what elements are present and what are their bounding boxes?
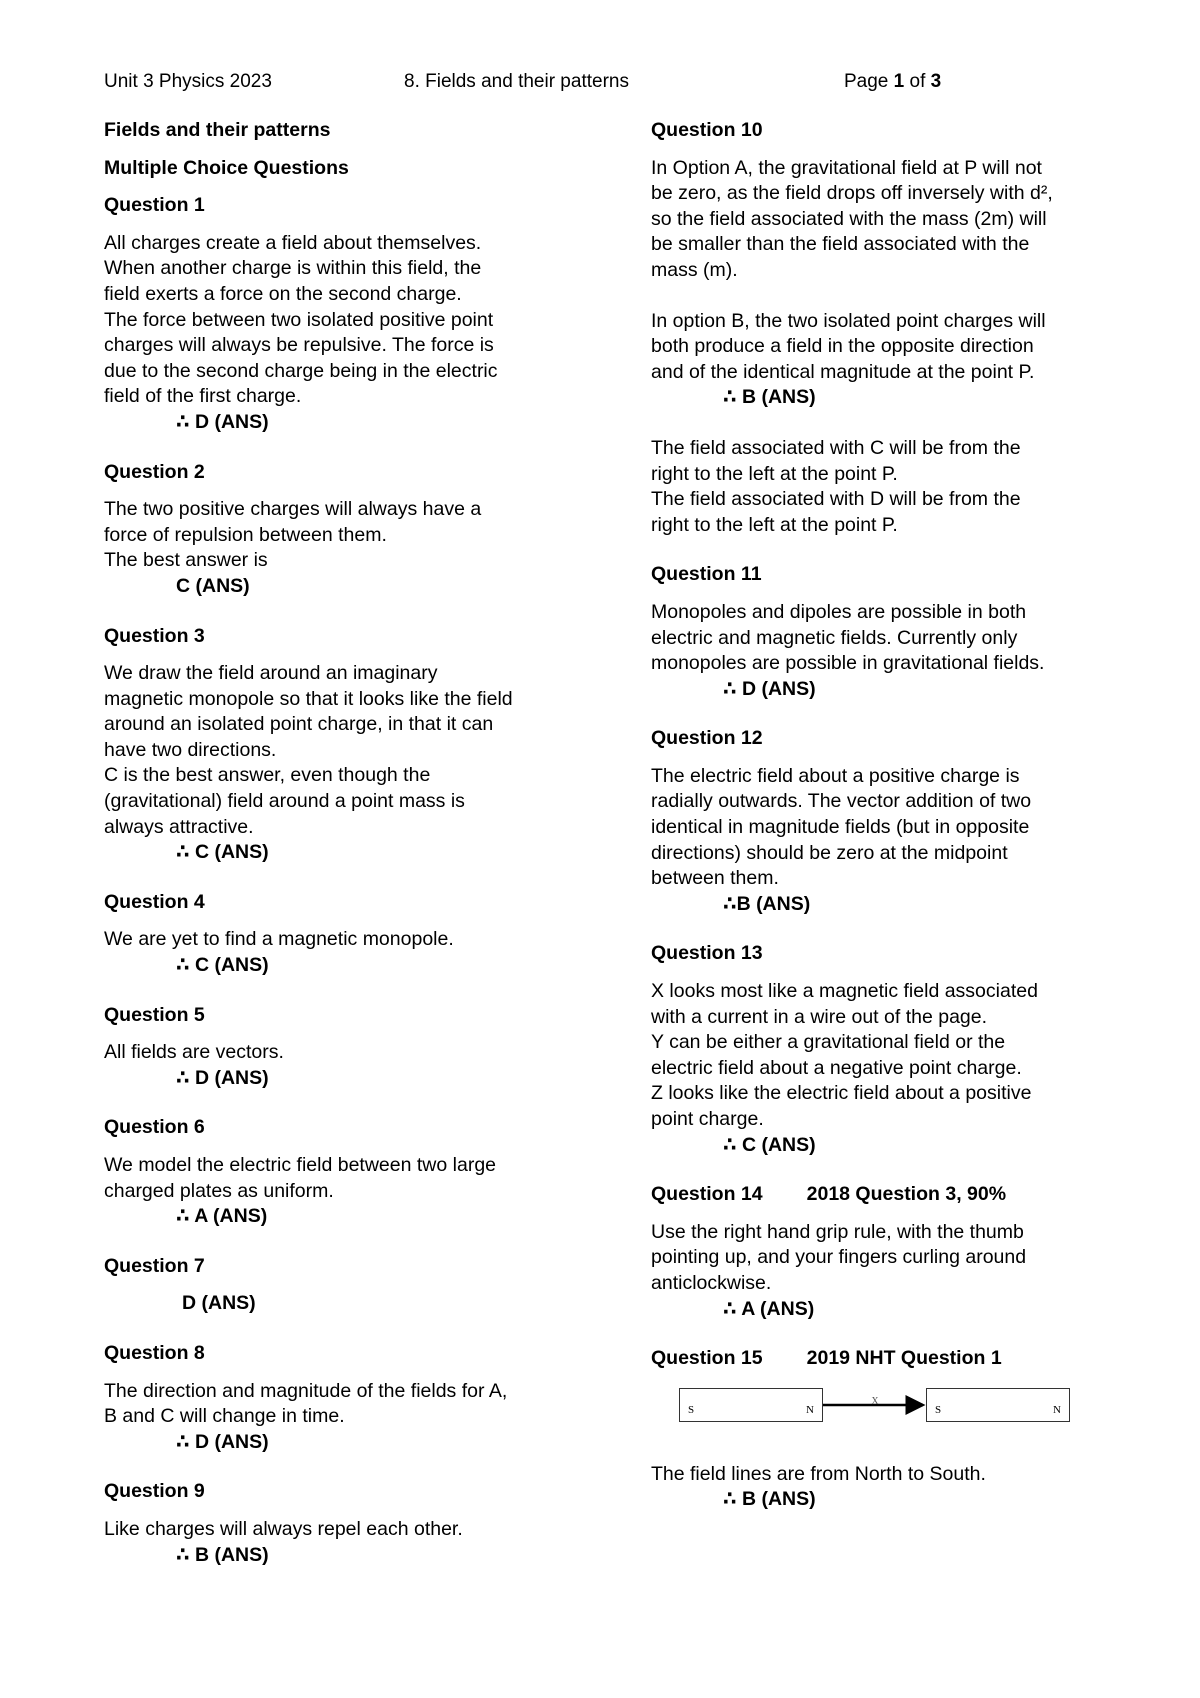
- question-4: [104, 890, 584, 979]
- field-arrow: [823, 1384, 927, 1428]
- text-line: charges will always be repulsive. The force is: [104, 334, 494, 357]
- text-line: All charges create a field about themselves.: [104, 231, 482, 254]
- question-14: [651, 1182, 1131, 1322]
- text-line: Like charges will always repel each other.: [104, 1517, 463, 1540]
- question-5: [104, 1003, 584, 1092]
- text-line: The force between two isolated positive point: [104, 308, 494, 331]
- text-line: magnetic monopole so that it looks like the field: [104, 687, 513, 710]
- bar-magnet-right: [926, 1388, 1070, 1422]
- text-line: radially outwards. The vector addition of two: [651, 790, 1032, 813]
- question-13: [651, 941, 1131, 1158]
- question-number: Question 15: [651, 1347, 763, 1370]
- answer-explanation: [104, 1517, 584, 1543]
- text-line: When another charge is within this field, the: [104, 257, 482, 280]
- text-line: B and C will change in time.: [104, 1405, 345, 1428]
- answer-explanation: [104, 1040, 584, 1066]
- text-line: around an isolated point charge, in that it can: [104, 713, 494, 736]
- question-heading: Question 8: [104, 1341, 205, 1364]
- bar-magnets-figure: [679, 1384, 1079, 1428]
- text-line: The best answer is: [104, 549, 268, 572]
- page-of: of: [904, 71, 931, 92]
- pole-label: N: [1053, 1403, 1061, 1416]
- text-line: be zero, as the field drops off inversely with d²,: [651, 182, 1053, 205]
- header-course: Unit 3 Physics 2023: [104, 71, 272, 92]
- text-line: The field lines are from North to South.: [651, 1462, 986, 1485]
- text-line: The field associated with D will be from the: [651, 488, 1021, 511]
- header-page-number: [844, 71, 941, 93]
- question-number: Question 14: [651, 1183, 763, 1206]
- question-heading: Question 6: [104, 1116, 205, 1139]
- answer-label: ∴ D (ANS): [176, 1430, 269, 1453]
- text-line: with a current in a wire out of the page.: [651, 1005, 988, 1028]
- question-heading: Question 7: [104, 1254, 205, 1277]
- text-line: We draw the field around an imaginary: [104, 662, 438, 685]
- answer-explanation: [104, 1379, 584, 1430]
- document-title: Fields and their patterns: [104, 119, 331, 141]
- answer-explanation: [104, 661, 584, 840]
- question-heading: [651, 1182, 1131, 1208]
- answer-label: ∴ B (ANS): [723, 1488, 816, 1511]
- text-line: The field associated with C will be from the: [651, 436, 1021, 459]
- question-heading: Question 10: [651, 119, 763, 141]
- text-line: All fields are vectors.: [104, 1041, 284, 1064]
- text-line: Monopoles and dipoles are possible in both: [651, 600, 1027, 623]
- text-line: The two positive charges will always have a: [104, 498, 482, 521]
- right-column: [651, 118, 1131, 1537]
- question-11: [651, 562, 1131, 702]
- text-line: force of repulsion between them.: [104, 523, 387, 546]
- question-heading: Question 3: [104, 624, 205, 647]
- text-line: have two directions.: [104, 738, 277, 761]
- text-line: The electric field about a positive charge is: [651, 764, 1020, 787]
- question-1: [104, 193, 584, 435]
- question-6: [104, 1115, 584, 1229]
- question-8: [104, 1341, 584, 1455]
- text-line: charged plates as uniform.: [104, 1179, 334, 1202]
- answer-label: ∴ D (ANS): [723, 677, 816, 700]
- answer-label: ∴ C (ANS): [176, 841, 269, 864]
- answer-label: ∴ A (ANS): [176, 1205, 268, 1228]
- question-reference: 2018 Question 3, 90%: [806, 1183, 1007, 1206]
- text-line: monopoles are possible in gravitational fields.: [651, 652, 1045, 675]
- answer-label: ∴ A (ANS): [723, 1297, 815, 1320]
- text-line: In option B, the two isolated point charges will: [651, 309, 1046, 332]
- text-line: be smaller than the field associated with the: [651, 233, 1030, 256]
- answer-explanation: [651, 1462, 1131, 1488]
- text-line: field of the first charge.: [104, 385, 302, 408]
- answer-label: ∴ B (ANS): [723, 386, 816, 409]
- answer-label: ∴ B (ANS): [176, 1543, 269, 1566]
- question-heading: Question 2: [104, 460, 205, 483]
- answer-label: ∴B (ANS): [723, 892, 811, 915]
- answer-explanation: [104, 231, 584, 410]
- answer-explanation: [651, 436, 1131, 538]
- question-9: [104, 1479, 584, 1568]
- text-line: electric field about a negative point charge.: [651, 1056, 1022, 1079]
- header-topic: 8. Fields and their patterns: [404, 71, 629, 92]
- answer-explanation: [104, 497, 584, 574]
- bar-magnet-left: [679, 1388, 823, 1422]
- text-line: X looks most like a magnetic field associated: [651, 980, 1038, 1003]
- text-line: We are yet to find a magnetic monopole.: [104, 928, 454, 951]
- text-line: always attractive.: [104, 815, 254, 838]
- page-total: 3: [930, 71, 942, 92]
- question-heading: Question 11: [651, 563, 762, 586]
- question-12: [651, 726, 1131, 917]
- answer-explanation: [651, 1220, 1131, 1297]
- answer-explanation: [651, 764, 1131, 892]
- pole-label: N: [806, 1403, 814, 1416]
- text-line: right to the left at the point P.: [651, 462, 898, 485]
- question-10: [651, 118, 1131, 538]
- text-line: point charge.: [651, 1108, 764, 1130]
- text-line: We model the electric field between two large: [104, 1154, 497, 1176]
- answer-explanation: [651, 979, 1131, 1133]
- question-heading: Question 13: [651, 942, 763, 965]
- text-line: mass (m).: [651, 258, 738, 281]
- answer-explanation: [651, 600, 1131, 677]
- answer-explanation: [651, 156, 1131, 284]
- text-line: between them.: [651, 867, 779, 890]
- answer-explanation: [651, 309, 1131, 386]
- page-header: [104, 71, 1104, 99]
- pole-label: S: [935, 1403, 942, 1416]
- document-subtitle: Multiple Choice Questions: [104, 156, 349, 179]
- answer-label: C (ANS): [176, 574, 250, 597]
- question-heading: Question 4: [104, 890, 205, 913]
- text-line: electric and magnetic fields. Currently only: [651, 626, 1018, 649]
- answer-label: ∴ D (ANS): [176, 1066, 269, 1089]
- text-line: The direction and magnitude of the fields for A,: [104, 1379, 508, 1402]
- answer-explanation: [104, 927, 584, 953]
- text-line: (gravitational) field around a point mass is: [104, 790, 465, 813]
- text-line: anticlockwise.: [651, 1271, 772, 1294]
- page-current: 1: [893, 71, 905, 92]
- text-line: Z looks like the electric field about a positive: [651, 1082, 1032, 1105]
- question-7: [104, 1254, 584, 1317]
- text-line: identical in magnitude fields (but in opposite: [651, 816, 1030, 839]
- page-prefix: Page: [844, 71, 894, 92]
- question-heading: [651, 1346, 1131, 1372]
- text-line: so the field associated with the mass (2m) will: [651, 207, 1047, 230]
- text-line: C is the best answer, even though the: [104, 764, 431, 787]
- text-line: Y can be either a gravitational field or the: [651, 1031, 1006, 1054]
- pole-label: S: [688, 1403, 695, 1416]
- text-line: due to the second charge being in the electric: [104, 359, 498, 382]
- question-heading: Question 5: [104, 1003, 205, 1026]
- left-column: [104, 118, 584, 1592]
- question-15: [651, 1346, 1131, 1513]
- answer-explanation: [104, 1153, 584, 1204]
- gap-label: X: [871, 1395, 879, 1407]
- text-line: right to the left at the point P.: [651, 513, 898, 536]
- text-line: pointing up, and your fingers curling around: [651, 1246, 1027, 1269]
- question-heading: Question 9: [104, 1480, 205, 1503]
- question-heading: Question 12: [651, 727, 763, 750]
- question-3: [104, 624, 584, 866]
- text-line: both produce a field in the opposite direction: [651, 335, 1034, 358]
- text-line: In Option A, the gravitational field at P will not: [651, 156, 1042, 179]
- question-reference: 2019 NHT Question 1: [806, 1347, 1002, 1370]
- paragraph-gap: [651, 284, 1131, 309]
- paragraph-gap: [651, 411, 1131, 436]
- answer-label: ∴ C (ANS): [176, 954, 269, 977]
- text-line: Use the right hand grip rule, with the thumb: [651, 1220, 1024, 1243]
- text-line: and of the identical magnitude at the point P.: [651, 360, 1035, 383]
- text-line: field exerts a force on the second charge.: [104, 282, 462, 305]
- answer-label: ∴ D (ANS): [176, 410, 269, 433]
- answer-label: D (ANS): [182, 1292, 256, 1315]
- question-2: [104, 460, 584, 600]
- question-heading: Question 1: [104, 194, 205, 217]
- text-line: directions) should be zero at the midpoint: [651, 841, 1008, 864]
- answer-label: ∴ C (ANS): [723, 1133, 816, 1156]
